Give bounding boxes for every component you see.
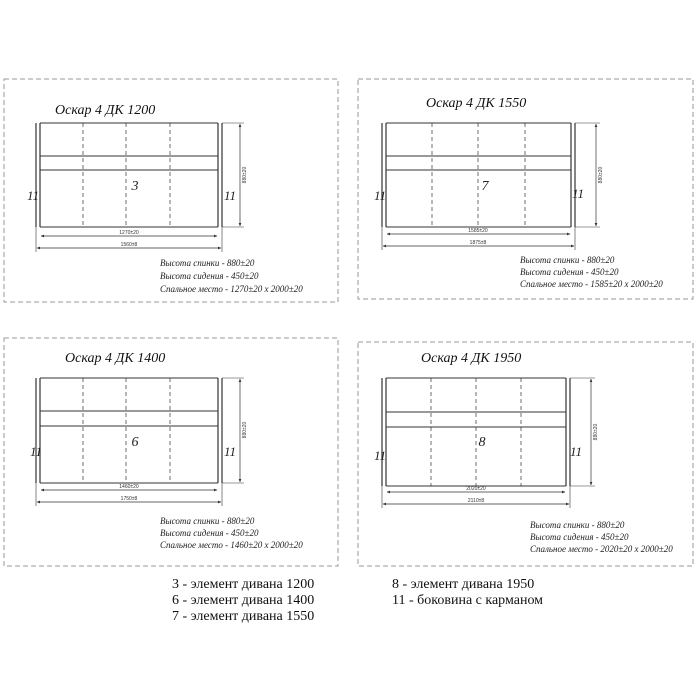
panel-title: Оскар 4 ДК 1950 [421, 351, 522, 366]
panel-title: Оскар 4 ДК 1400 [65, 351, 166, 366]
legend-item: 11 - боковина с карманом [392, 593, 544, 608]
legend-item: 6 - элемент дивана 1400 [172, 593, 315, 608]
panel-dk-1400 [4, 338, 338, 566]
side-label-left: 11 [373, 448, 387, 463]
legend-item: 7 - элемент дивана 1550 [172, 609, 315, 624]
panel-dk-1200 [4, 79, 338, 302]
legend-item: 3 - элемент дивана 1200 [172, 577, 315, 592]
side-label-left: 11 [29, 444, 43, 459]
height-dimension: 880±20 [593, 423, 599, 441]
spec-line: Спальное место - 1585±20 х 2000±20 [520, 279, 663, 289]
inner-width-dimension: 1585±20 [468, 228, 488, 234]
outer-width-dimension: 1875±8 [469, 240, 487, 246]
side-label-right: 11 [571, 186, 585, 201]
spec-line: Высота спинки - 880±20 [160, 516, 255, 526]
outer-width-dimension: 2110±8 [467, 498, 485, 504]
module-number: 8 [478, 435, 486, 450]
module-number: 3 [131, 179, 139, 194]
spec-line: Высота сидения - 450±20 [160, 271, 259, 281]
spec-line: Высота спинки - 880±20 [530, 520, 625, 530]
outer-width-dimension: 1560±8 [120, 242, 138, 248]
height-dimension: 880±20 [242, 421, 248, 439]
panel-frame [358, 342, 693, 566]
side-label-right: 11 [223, 444, 237, 459]
module-number: 7 [481, 179, 489, 194]
height-dimension: 880±20 [598, 166, 604, 184]
panel-title: Оскар 4 ДК 1200 [55, 103, 156, 118]
side-label-left: 11 [373, 188, 387, 203]
panel-dk-1950 [358, 342, 693, 566]
spec-line: Спальное место - 1460±20 х 2000±20 [160, 540, 303, 550]
sofa-drawing [382, 123, 600, 250]
panel-dk-1550 [358, 79, 693, 299]
panel-title: Оскар 4 ДК 1550 [426, 96, 527, 111]
sofa-drawing [382, 378, 595, 508]
panel-frame [358, 79, 693, 299]
spec-line: Высота сидения - 450±20 [160, 528, 259, 538]
outer-width-dimension: 1750±8 [120, 496, 138, 502]
spec-line: Высота спинки - 880±20 [160, 258, 255, 268]
legend-left [172, 577, 314, 625]
inner-width-dimension: 1270±20 [119, 230, 139, 236]
legend-item: 8 - элемент дивана 1950 [392, 577, 535, 592]
spec-line: Высота сидения - 450±20 [530, 532, 629, 542]
side-label-right: 11 [569, 444, 583, 459]
inner-width-dimension: 2020±20 [466, 486, 486, 492]
spec-line: Высота спинки - 880±20 [520, 255, 615, 265]
module-number: 6 [131, 435, 139, 450]
inner-width-dimension: 1460±20 [119, 484, 139, 490]
spec-line: Спальное место - 2020±20 х 2000±20 [530, 544, 673, 554]
legend-right [392, 577, 543, 609]
side-label-right: 11 [223, 188, 237, 203]
sofa-drawing [36, 378, 244, 506]
spec-line: Высота сидения - 450±20 [520, 267, 619, 277]
height-dimension: 880±20 [242, 166, 248, 184]
spec-line: Спальное место - 1270±20 х 2000±20 [160, 284, 303, 294]
sofa-drawing [36, 123, 244, 252]
side-label-left: 11 [26, 188, 40, 203]
